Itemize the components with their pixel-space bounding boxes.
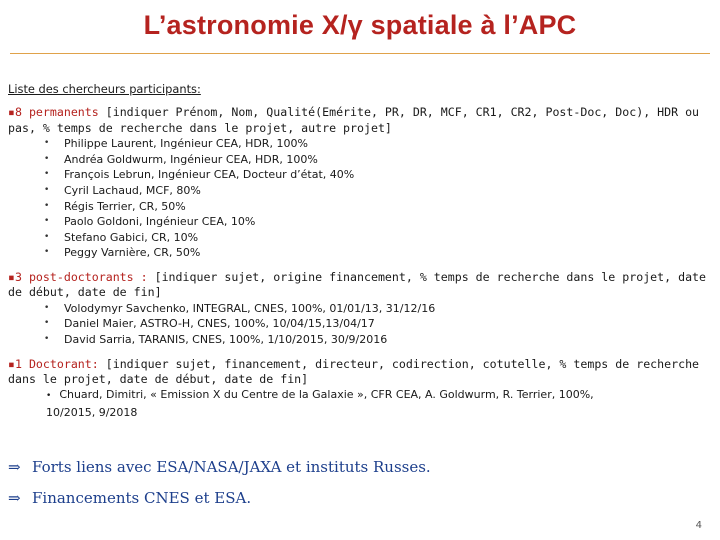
doctorant-entry [8,387,712,405]
slide-title: L’astronomie X/γ spatiale à l’APC [143,10,577,40]
title-divider [10,53,710,54]
bullet-icon: • [46,391,52,402]
callouts [8,458,712,520]
postdocs-lead: ▪3 post-doctorants : [8,269,148,284]
list-item: • Stefano Gabici, CR, 10% [8,230,712,246]
permanents-intro [8,105,712,136]
list-item: • Philippe Laurent, Ingénieur CEA, HDR, 100% [8,136,712,152]
doctorant-lead: ▪1 Doctorant: [8,356,99,371]
callout-links [8,458,712,489]
list-item: • David Sarria, TARANIS, CNES, 100%, 1/10/2015, 30/9/2016 [8,332,712,348]
callout-links-text: Forts liens avec ESA/NASA/JAXA et instituts Russes. [32,458,431,476]
permanents-list [8,136,712,261]
list-item: • Andréa Goldwurm, Ingénieur CEA, HDR, 100% [8,152,712,168]
list-item: • François Lebrun, Ingénieur CEA, Docteur d’état, 40% [8,167,712,183]
list-item: • Régis Terrier, CR, 50% [8,199,712,215]
doctorant-entry-dates: 10/2015, 9/2018 [46,405,138,419]
postdocs-list [8,301,712,348]
list-item: • Paolo Goldoni, Ingénieur CEA, 10% [8,214,712,230]
permanents-description: [indiquer Prénom, Nom, Qualité(Emérite, PR, DR, MCF, CR1, CR2, Post-Doc, Doc), HDR ou pas, % temps de recherche dans le projet, autre projet] [8,105,700,135]
postdocs-intro [8,270,712,301]
list-item: • Daniel Maier, ASTRO-H, CNES, 100%, 10/04/15,13/04/17 [8,316,712,332]
implies-arrow-icon: ⇒ [8,458,21,476]
page-number: 4 [695,520,702,531]
slide-content [8,82,712,421]
implies-arrow-icon: ⇒ [8,489,21,507]
callout-funding-text: Financements CNES et ESA. [32,489,252,507]
postdocs-description: [indiquer sujet, origine financement, % temps de recherche dans le projet, date de début, date de fin] [8,269,707,300]
doctorant-entry-text: Chuard, Dimitri, « Emission X du Centre de la Galaxie », CFR CEA, A. Goldwurm, R. Terrier, 100%, [59,388,594,402]
doctorant-description: [indiquer sujet, financement, directeur, codirection, cotutelle, % temps de recherche dans le projet, date de début, date de fin] [8,356,700,386]
section-heading: Liste des chercheurs participants: [8,82,201,96]
list-item: • Cyril Lachaud, MCF, 80% [8,183,712,199]
doctorant-intro [8,357,712,388]
callout-funding [8,489,712,520]
list-item: • Peggy Varnière, CR, 50% [8,245,712,261]
list-item: • Volodymyr Savchenko, INTEGRAL, CNES, 100%, 01/01/13, 31/12/16 [8,301,712,317]
permanents-lead: ▪8 permanents [8,105,99,120]
